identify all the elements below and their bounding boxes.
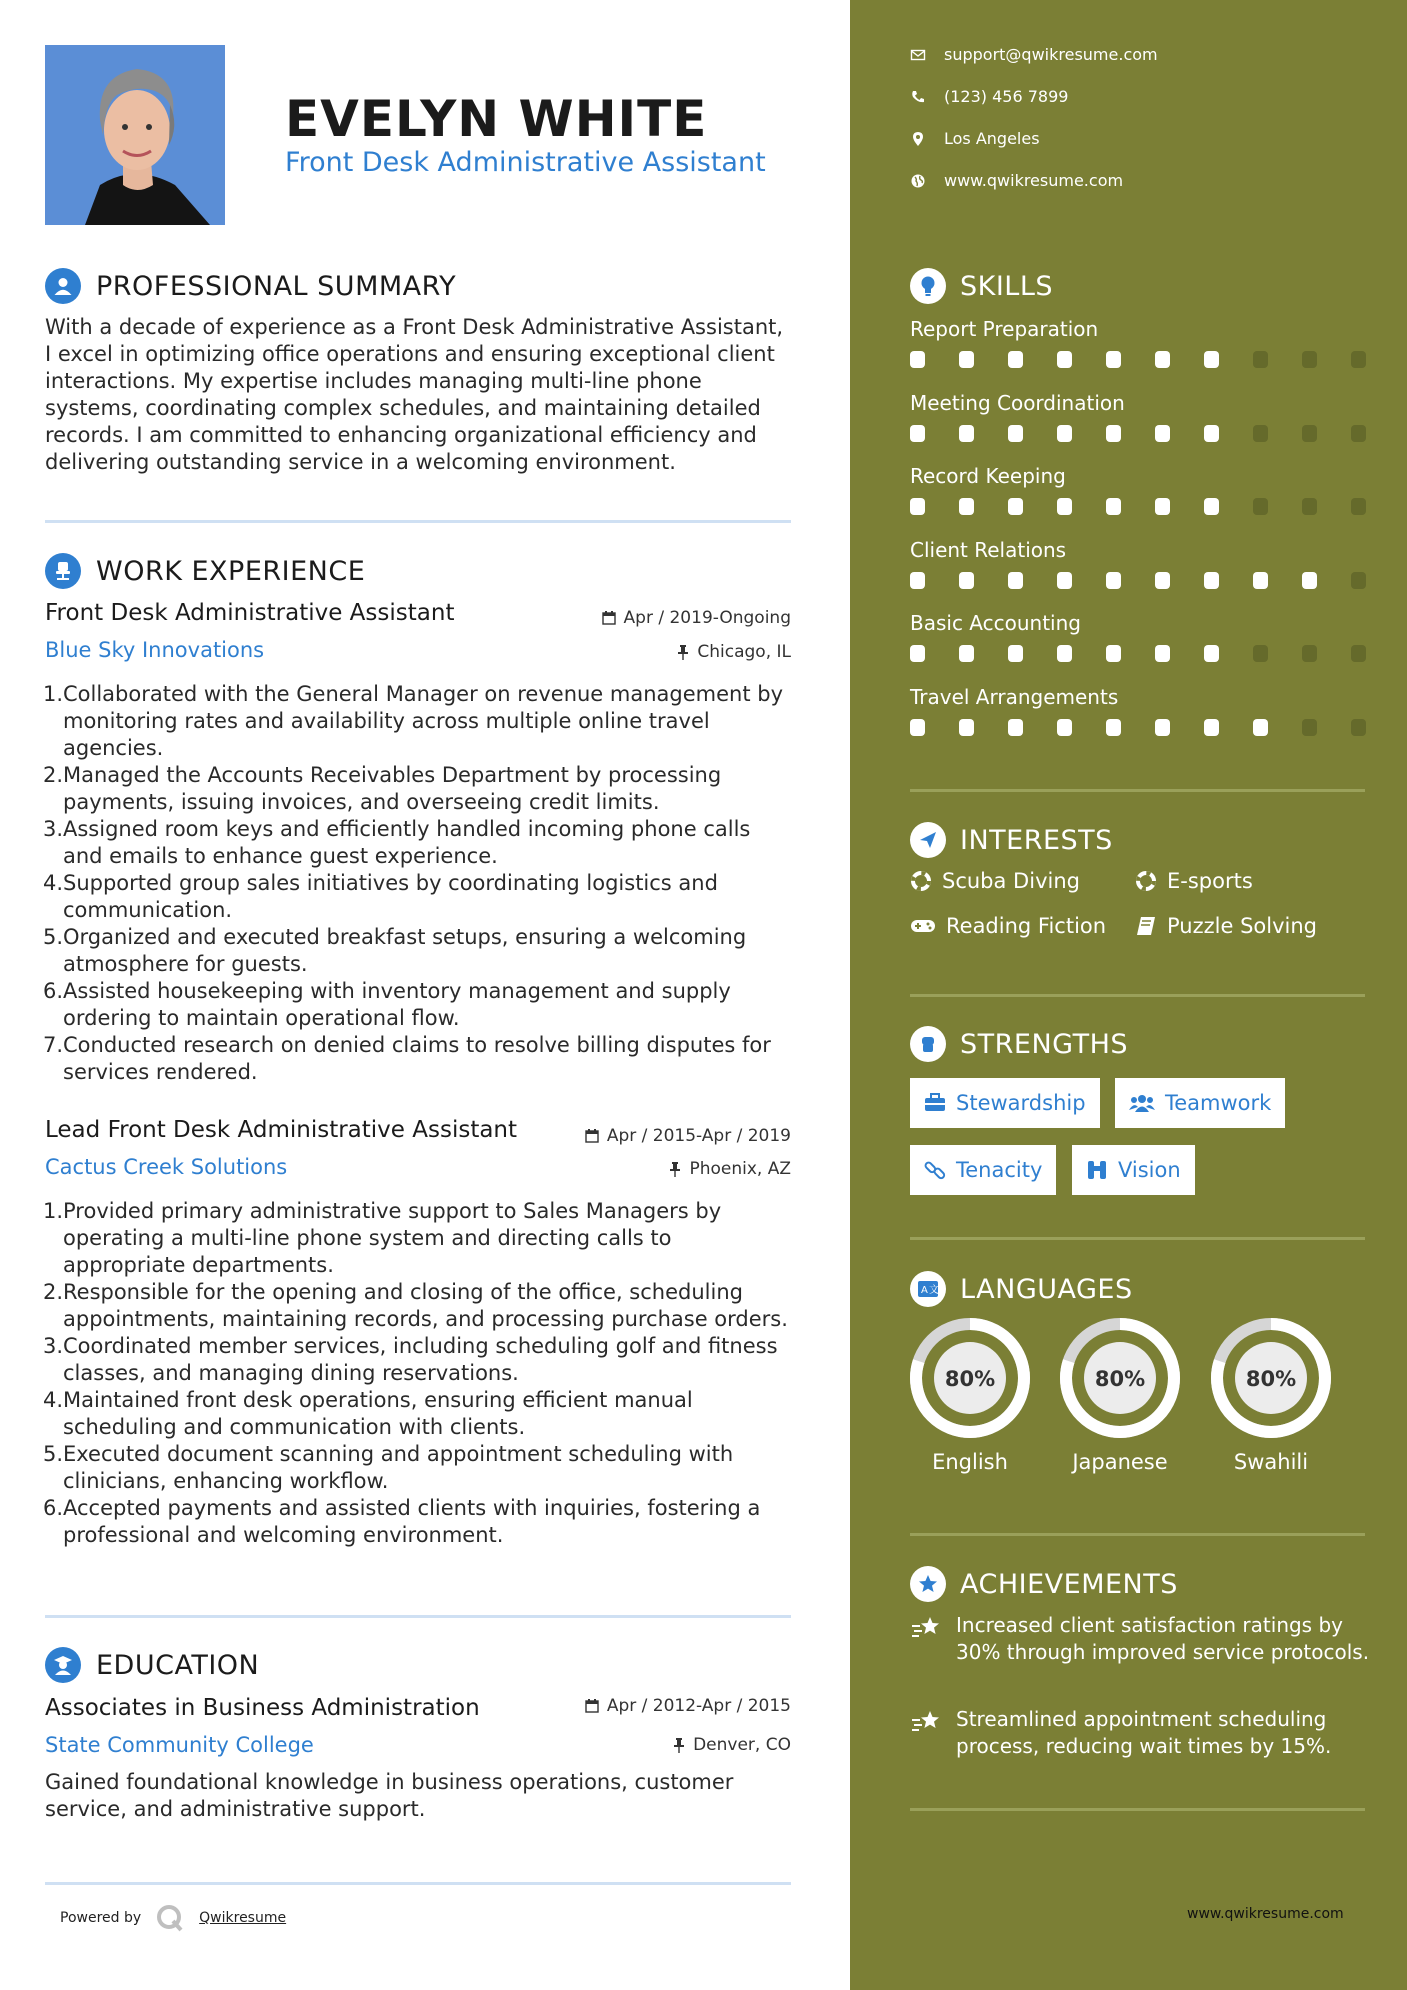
skill-dot xyxy=(1057,351,1072,368)
strength-tag: Tenacity xyxy=(910,1145,1056,1195)
job-title: Front Desk Administrative Assistant xyxy=(45,600,455,626)
list-item: 6. Assisted housekeeping with inventory management and supply ordering to maintain operational flow. xyxy=(43,979,731,1030)
interests-header xyxy=(910,822,1113,858)
language-percent: 80% xyxy=(1245,1367,1297,1391)
interest-item: Puzzle Solving xyxy=(1135,914,1317,938)
list-item: 3. Assigned room keys and efficiently handled incoming phone calls and emails to enhance guest experience. xyxy=(43,817,751,868)
job-title: Lead Front Desk Administrative Assistant xyxy=(45,1117,518,1143)
job-location xyxy=(669,1159,791,1179)
divider xyxy=(910,1533,1365,1536)
sidebar xyxy=(850,0,1407,1990)
skill-dot xyxy=(1204,498,1219,515)
list-item: 4. Supported group sales initiatives by coordinating logistics and communication. xyxy=(43,871,718,922)
contact-website xyxy=(910,171,1123,190)
list-item: 1. Collaborated with the General Manager on revenue management by monitoring rates and availability across multiple online travel agencies. xyxy=(43,682,784,760)
skill-dot xyxy=(1057,498,1072,515)
skill-dot xyxy=(959,498,974,515)
gamepad-icon xyxy=(910,918,936,934)
skill-dot xyxy=(910,498,925,515)
divider xyxy=(910,1237,1365,1240)
skill-name: Record Keeping xyxy=(910,464,1066,488)
skill-dot xyxy=(1253,572,1268,589)
skill-dot xyxy=(1008,572,1023,589)
divider xyxy=(910,1808,1365,1811)
calendar-icon xyxy=(585,1699,599,1713)
star-badge-icon xyxy=(910,1566,946,1602)
list-item: 4. Maintained front desk operations, ensuring efficient manual scheduling and communication with clients. xyxy=(43,1388,693,1439)
skill-dot xyxy=(1302,425,1317,442)
binoculars-icon xyxy=(1086,1160,1108,1180)
language-progress-ring xyxy=(1209,1316,1333,1440)
book-icon xyxy=(1135,915,1157,937)
education-location xyxy=(673,1735,791,1755)
pin-icon xyxy=(677,645,689,660)
skill-level-dots xyxy=(910,425,1366,442)
life-ring-icon xyxy=(910,870,932,892)
skill-dot xyxy=(1106,425,1121,442)
school-name: State Community College xyxy=(45,1733,314,1757)
achievement-item: Streamlined appointment scheduling process, reducing wait times by 15%. xyxy=(910,1706,1370,1760)
list-item: 2. Managed the Accounts Receivables Department by processing payments, issuing invoices, and overseeing credit limits. xyxy=(43,763,722,814)
language-progress-ring xyxy=(1058,1316,1182,1440)
divider xyxy=(910,789,1365,792)
list-item: 5. Organized and executed breakfast setups, ensuring a welcoming atmosphere for guests. xyxy=(43,925,747,976)
skill-dot xyxy=(1351,645,1366,662)
language-name: English xyxy=(932,1450,1008,1474)
skill-dot xyxy=(1253,719,1268,736)
skill-dot xyxy=(1106,498,1121,515)
job-dates xyxy=(585,1126,791,1146)
shooting-star-icon xyxy=(910,1614,944,1642)
footer-website[interactable]: www.qwikresume.com xyxy=(1187,1906,1344,1922)
skill-dot xyxy=(1008,645,1023,662)
skill-dot xyxy=(1351,572,1366,589)
skill-dot xyxy=(1155,351,1170,368)
life-ring-icon xyxy=(1135,870,1157,892)
education-header xyxy=(45,1647,259,1683)
job-duties-list xyxy=(45,1198,795,1549)
envelope-icon xyxy=(910,47,926,63)
fist-icon xyxy=(910,1026,946,1062)
skill-dot xyxy=(1204,425,1219,442)
candidate-name: EVELYN WHITE xyxy=(285,90,708,148)
language-percent: 80% xyxy=(944,1367,996,1391)
skill-dot xyxy=(1253,498,1268,515)
map-pin-icon xyxy=(910,131,926,147)
skill-dot xyxy=(1106,351,1121,368)
skill-dot xyxy=(910,719,925,736)
skill-dot xyxy=(1302,498,1317,515)
graduate-icon xyxy=(45,1647,81,1683)
svg-text:A: A xyxy=(921,1285,928,1296)
strengths-header xyxy=(910,1026,1128,1062)
link-icon xyxy=(924,1159,946,1181)
calendar-icon xyxy=(602,611,616,625)
job-company: Blue Sky Innovations xyxy=(45,638,265,662)
education-location-text: Denver, CO xyxy=(693,1735,791,1755)
skill-level-dots xyxy=(910,719,1366,736)
divider xyxy=(45,1882,791,1885)
phone-text: (123) 456 7899 xyxy=(944,87,1069,106)
achievements-heading: ACHIEVEMENTS xyxy=(960,1568,1178,1600)
skill-name: Travel Arrangements xyxy=(910,685,1119,709)
job-location-text: Chicago, IL xyxy=(697,642,791,662)
qwikresume-logo-icon xyxy=(155,1903,185,1933)
strength-tag: Vision xyxy=(1072,1145,1195,1195)
skill-dot xyxy=(959,351,974,368)
strength-tag: Stewardship xyxy=(910,1078,1100,1128)
job-duties-list xyxy=(45,681,795,1086)
skill-dot xyxy=(1351,719,1366,736)
skill-dot xyxy=(1008,351,1023,368)
divider xyxy=(45,1615,791,1618)
job-company: Cactus Creek Solutions xyxy=(45,1155,288,1179)
skill-dot xyxy=(1302,719,1317,736)
interest-item: E-sports xyxy=(1135,869,1253,893)
skill-dot xyxy=(1155,719,1170,736)
summary-header xyxy=(45,268,456,304)
divider xyxy=(45,520,791,523)
languages-heading: LANGUAGES xyxy=(960,1273,1133,1305)
skill-dot xyxy=(910,351,925,368)
contact-email xyxy=(910,45,1158,64)
skill-dot xyxy=(1057,572,1072,589)
paper-plane-icon xyxy=(910,822,946,858)
email-text[interactable]: support@qwikresume.com xyxy=(944,45,1158,64)
list-item: 1. Provided primary administrative support to Sales Managers by operating a multi-line phone system and directing calls to appropriate departments. xyxy=(43,1199,722,1277)
language-name: Swahili xyxy=(1233,1450,1309,1474)
achievement-item: Increased client satisfaction ratings by 30% through improved service protocols. xyxy=(910,1612,1370,1666)
skill-dot xyxy=(1155,425,1170,442)
skill-dot xyxy=(1253,351,1268,368)
language-progress-ring xyxy=(908,1316,1032,1440)
skill-dot xyxy=(1057,719,1072,736)
pin-icon xyxy=(669,1162,681,1177)
skill-dot xyxy=(1155,572,1170,589)
office-chair-icon xyxy=(45,553,81,589)
profile-photo xyxy=(45,45,225,225)
user-icon xyxy=(45,268,81,304)
list-item: 2. Responsible for the opening and closing of the office, scheduling appointments, maintaining records, and processing purchase orders. xyxy=(43,1280,788,1331)
skill-dot xyxy=(1106,645,1121,662)
skill-name: Basic Accounting xyxy=(910,611,1081,635)
powered-by-label: Powered by xyxy=(60,1910,142,1926)
list-item: 5. Executed document scanning and appointment scheduling with clinicians, enhancing workflow. xyxy=(43,1442,734,1493)
location-text: Los Angeles xyxy=(944,129,1040,148)
skill-dot xyxy=(1253,425,1268,442)
skill-level-dots xyxy=(910,351,1366,368)
list-item: 7. Conducted research on denied claims to resolve billing disputes for services rendered. xyxy=(43,1033,771,1084)
skill-dot xyxy=(1155,645,1170,662)
achievements-header xyxy=(910,1566,1178,1602)
contact-phone xyxy=(910,87,1068,106)
skill-dot xyxy=(1351,351,1366,368)
language-name: Japanese xyxy=(1072,1450,1168,1474)
strengths-heading: STRENGTHS xyxy=(960,1028,1129,1060)
divider xyxy=(910,994,1365,997)
education-heading: EDUCATION xyxy=(96,1649,260,1681)
phone-icon xyxy=(910,89,926,105)
interest-item: Scuba Diving xyxy=(910,869,1080,893)
lightbulb-icon xyxy=(910,268,946,304)
list-item: 3. Coordinated member services, including scheduling golf and fitness classes, and managing dining reservations. xyxy=(43,1334,778,1385)
summary-text: With a decade of experience as a Front Desk Administrative Assistant, I excel in optimizing office operations and ensuring exceptional client interactions. My expertise includes managing multi-line phone systems, coordinating complex schedules, and maintaining detailed records. I am committed to enhancing organizational efficiency and delivering outstanding service in a welcoming environment. xyxy=(45,315,784,474)
job-location xyxy=(677,642,791,662)
job-dates-text: Apr / 2015-Apr / 2019 xyxy=(606,1126,791,1146)
skill-dot xyxy=(910,645,925,662)
skill-dot xyxy=(1106,719,1121,736)
work-header xyxy=(45,553,365,589)
skill-dot xyxy=(1302,572,1317,589)
skill-dot xyxy=(1155,498,1170,515)
language-percent: 80% xyxy=(1094,1367,1146,1391)
language-item xyxy=(1058,1316,1182,1474)
skill-dot xyxy=(1204,572,1219,589)
skill-dot xyxy=(1302,351,1317,368)
strength-tag: Teamwork xyxy=(1115,1078,1285,1128)
skill-dot xyxy=(910,572,925,589)
skill-dot xyxy=(910,425,925,442)
education-dates xyxy=(585,1696,791,1716)
skills-heading: SKILLS xyxy=(960,270,1054,302)
skill-level-dots xyxy=(910,498,1366,515)
skill-dot xyxy=(959,425,974,442)
skill-dot xyxy=(959,645,974,662)
calendar-icon xyxy=(585,1129,599,1143)
powered-by xyxy=(60,1903,286,1933)
skill-name: Report Preparation xyxy=(910,317,1099,341)
skill-dot xyxy=(1204,351,1219,368)
qwikresume-link[interactable]: Qwikresume xyxy=(199,1910,287,1926)
skill-dot xyxy=(1057,425,1072,442)
skill-name: Client Relations xyxy=(910,538,1067,562)
pin-icon xyxy=(673,1738,685,1753)
globe-icon xyxy=(910,173,926,189)
users-icon xyxy=(1129,1093,1155,1113)
job-location-text: Phoenix, AZ xyxy=(689,1159,791,1179)
skill-level-dots xyxy=(910,645,1366,662)
interest-item: Reading Fiction xyxy=(910,914,1106,938)
contact-location xyxy=(910,129,1040,148)
language-item xyxy=(908,1316,1032,1474)
education-text: Gained foundational knowledge in business operations, customer service, and administrative support. xyxy=(45,1770,734,1821)
skill-dot xyxy=(1057,645,1072,662)
list-item: 6. Accepted payments and assisted clients with inquiries, fostering a professional and welcoming environment. xyxy=(43,1496,761,1547)
skill-dot xyxy=(1008,719,1023,736)
candidate-title: Front Desk Administrative Assistant xyxy=(285,147,766,178)
degree-title: Associates in Business Administration xyxy=(45,1695,480,1721)
shooting-star-icon xyxy=(910,1708,944,1736)
summary-heading: PROFESSIONAL SUMMARY xyxy=(96,270,457,302)
skill-dot xyxy=(1351,498,1366,515)
job-dates-text: Apr / 2019-Ongoing xyxy=(623,608,791,628)
svg-text:文: 文 xyxy=(929,1285,939,1296)
skill-dot xyxy=(1106,572,1121,589)
website-text[interactable]: www.qwikresume.com xyxy=(944,171,1124,190)
skill-level-dots xyxy=(910,572,1366,589)
language-item xyxy=(1209,1316,1333,1474)
job-dates xyxy=(602,608,791,628)
skill-name: Meeting Coordination xyxy=(910,391,1125,415)
skill-dot xyxy=(959,572,974,589)
skill-dot xyxy=(1008,425,1023,442)
work-heading: WORK EXPERIENCE xyxy=(96,555,366,587)
skills-header xyxy=(910,268,1053,304)
languages-header xyxy=(910,1271,1133,1307)
skill-dot xyxy=(1204,645,1219,662)
skill-dot xyxy=(959,719,974,736)
translate-icon xyxy=(910,1271,946,1307)
skill-dot xyxy=(1253,645,1268,662)
education-dates-text: Apr / 2012-Apr / 2015 xyxy=(606,1696,791,1716)
skill-dot xyxy=(1302,645,1317,662)
briefcase-icon xyxy=(924,1093,946,1113)
skill-dot xyxy=(1008,498,1023,515)
interests-heading: INTERESTS xyxy=(960,824,1113,856)
skill-dot xyxy=(1204,719,1219,736)
skill-dot xyxy=(1351,425,1366,442)
